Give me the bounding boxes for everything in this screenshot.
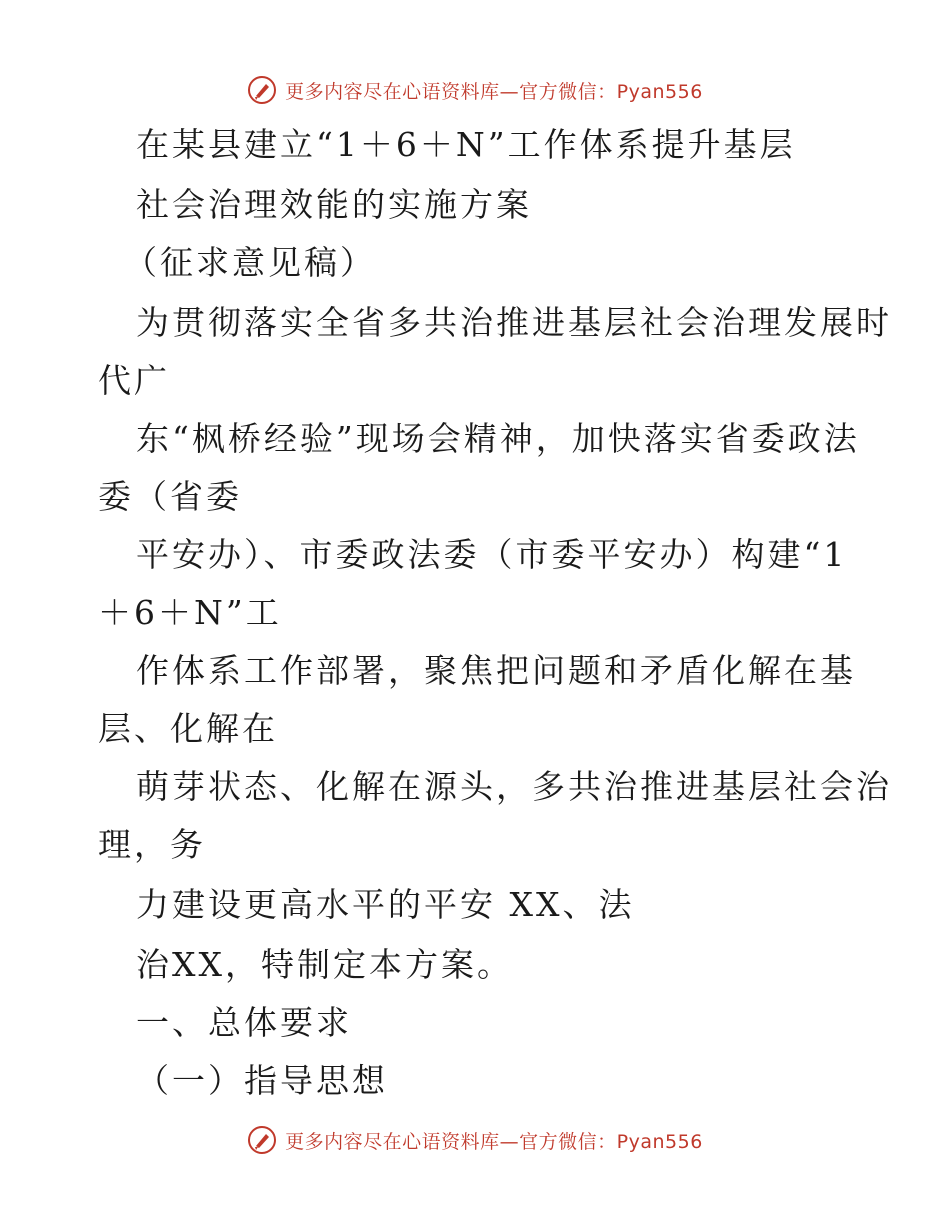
doc-paragraph-line: 代广: [98, 361, 170, 400]
watermark-footer: [0, 1120, 950, 1160]
watermark-text: 更多内容尽在心语资料库—官方微信：Pyan556: [285, 1130, 703, 1153]
doc-paragraph-line: ＋6＋N”工: [98, 593, 282, 632]
doc-paragraph-line: 理，务: [98, 825, 206, 864]
watermark-wechat-id: Pyan556: [616, 1130, 703, 1153]
doc-paragraph-line: 治XX，特制定本方案。: [136, 945, 513, 984]
watermark-text: 更多内容尽在心语资料库—官方微信：Pyan556: [285, 80, 703, 103]
doc-subsection-heading: （一）指导思想: [136, 1061, 388, 1100]
doc-paragraph-line: 力建设更高水平的平安 XX、法: [136, 885, 635, 924]
watermark-wechat-id: Pyan556: [616, 80, 703, 103]
doc-section-heading: 一、总体要求: [136, 1003, 352, 1042]
doc-paragraph-line: 委（省委: [98, 477, 242, 516]
pen-nib-logo-icon: [247, 75, 277, 105]
doc-title-line-2: 社会治理效能的实施方案: [136, 185, 532, 224]
doc-paragraph-line: 层、化解在: [98, 709, 278, 748]
doc-paragraph-line: 作体系工作部署，聚焦把问题和矛盾化解在基: [136, 651, 856, 690]
doc-paragraph-line: 萌芽状态、化解在源头，多共治推进基层社会治: [136, 767, 892, 806]
watermark-header: [0, 70, 950, 110]
doc-paragraph-line: 为贯彻落实全省多共治推进基层社会治理发展时: [136, 303, 892, 342]
doc-paragraph-line: 平安办）、市委政法委（市委平安办）构建“1: [136, 535, 848, 574]
doc-paragraph-line: 东“枫桥经验”现场会精神，加快落实省委政法: [136, 419, 860, 458]
pen-nib-logo-icon: [247, 1125, 277, 1155]
doc-title-line-1: 在某县建立“1＋6＋N”工作体系提升基层: [136, 125, 796, 164]
doc-subtitle: （征求意见稿）: [124, 243, 376, 282]
